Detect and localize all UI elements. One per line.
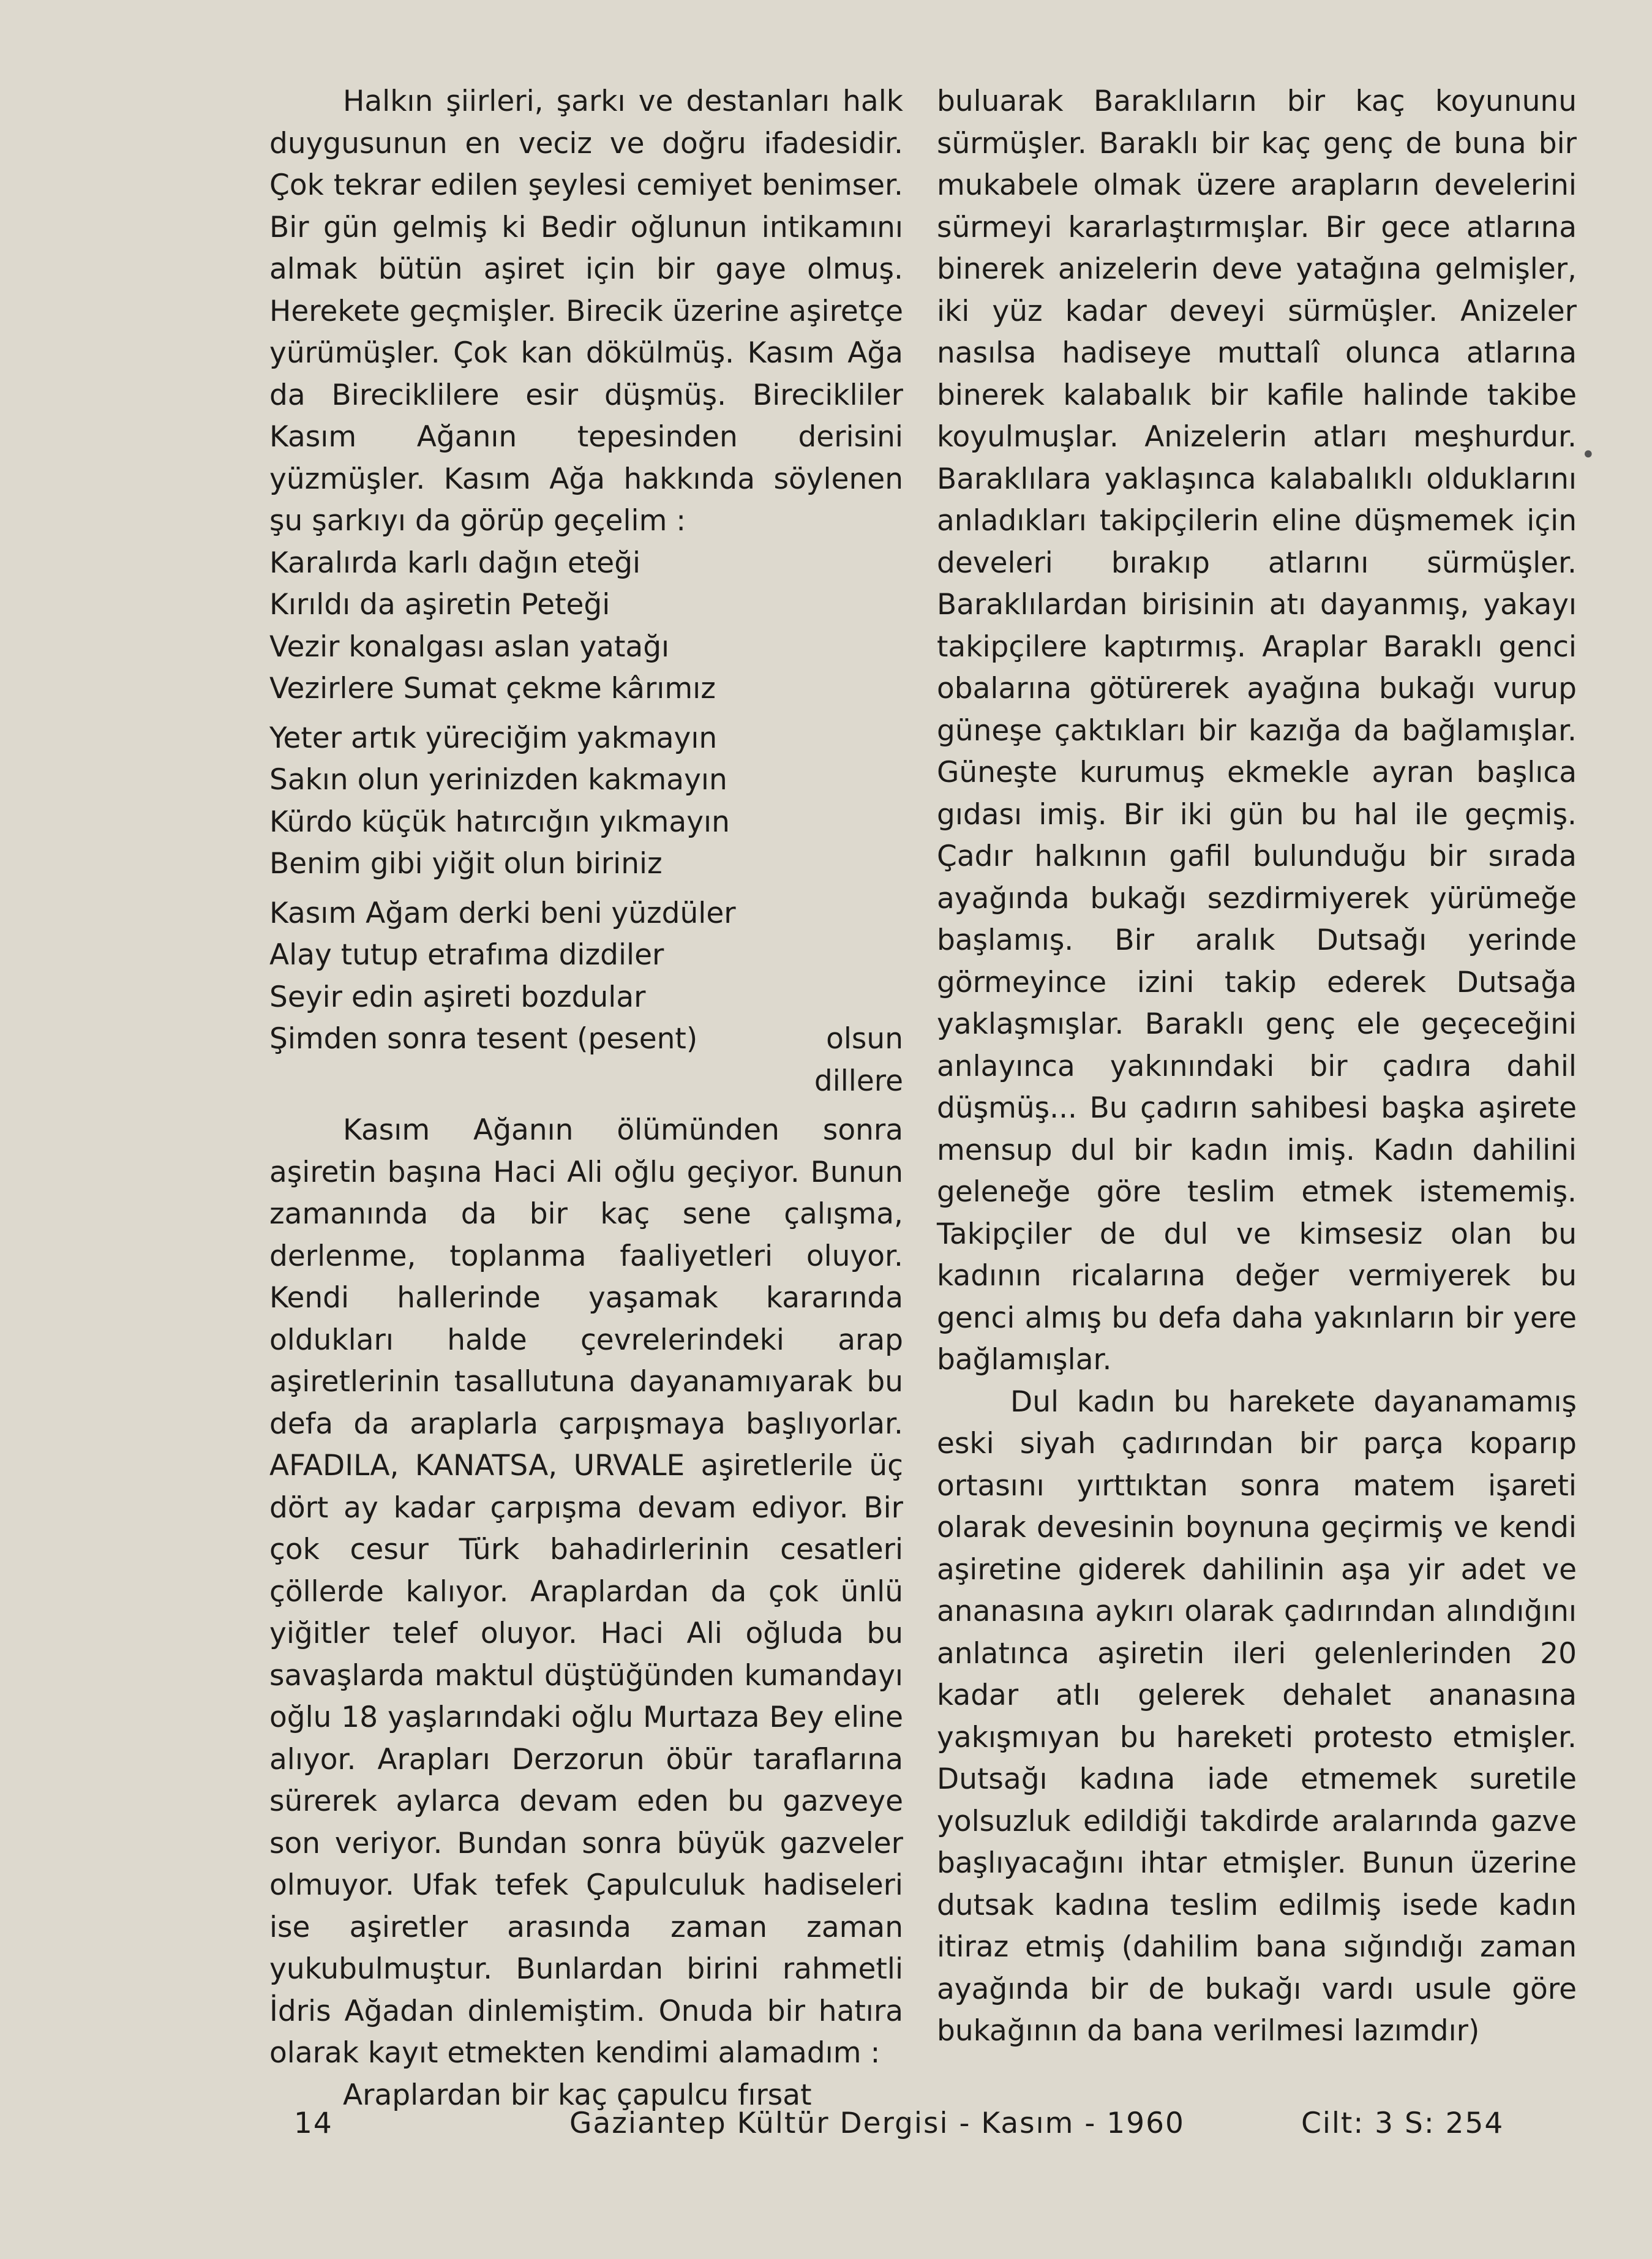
verse-last-line-a: Şimden sonra tesent (pesent) xyxy=(269,1022,698,1056)
margin-dot: • xyxy=(1581,441,1596,469)
intro-paragraph: Halkın şiirleri, şarkı ve destanları halk duygusunun en veciz ve doğru ifadesidir. Çok tekrar edilen şeylesi cemiyet benimser. Bir gün gelmiş ki Bedir oğlunun intikamını almak bütün aşiret için bir gaye olmuş. Herekete geçmişler. Birecik üzerine aşiretçe yürümüşler. Çok kan dökülmüş. Kasım Ağa da Bireciklilere esir düşmüş. Birecikliler Kasım Ağanın tepesinden derisini yüzmüşler. Kasım Ağa hakkında söylenen şu şarkıyı da görüp geçelim : xyxy=(269,85,903,538)
volume-issue: Cilt: 3 S: 254 xyxy=(1301,2107,1504,2140)
folk-song xyxy=(269,543,903,1103)
verse-line: Karalırda karlı dağın eteği xyxy=(269,546,641,580)
stanza-1 xyxy=(269,543,903,710)
verse-line: Vezir konalgası aslan yatağı xyxy=(269,630,670,664)
verse-last-line xyxy=(269,1018,903,1061)
verse-line: Kürdo küçük hatırcığın yıkmayın xyxy=(269,805,730,839)
journal-title: Gaziantep Kültür Dergisi - Kasım - 1960 xyxy=(569,2107,1185,2140)
paragraph-2: Kasım Ağanın ölümünden sonra aşiretin başına Haci Ali oğlu geçiyor. Bunun zamanında da bir kaç sene çalışma, derlenme, toplanma faaliyetleri oluyor. Kendi hallerinde yaşamak kararında oldukları halde çevrelerindeki arap aşiretlerinin tasallutuna dayanamıyarak bu defa da araplarla çarpışmaya başlıyorlar. AFADILA, KANATSA, URVALE aşiretlerile üç dört ay kadar çarpışma devam ediyor. Bir çok cesur Türk bahadirlerinin cesatleri çöllerde kalıyor. Araplardan da çok ünlü yiğitler telef oluyor. Haci Ali oğluda bu savaşlarda maktul düştüğünden kumandayı oğlu 18 yaşlarındaki oğlu Murtaza Bey eline alıyor. Arapları Derzorun öbür taraflarına sürerek aylarca devam eden bu gazveye son veriyor. Bundan sonra büyük gazveler olmuyor. Ufak tefek Çapulculuk hadiseleri ise aşiretler arasında zaman zaman yukubulmuştur. Bunlardan birini rahmetli İdris Ağadan dinlemiştim. Onuda bir hatıra olarak kayıt etmekten kendimi alamadım : xyxy=(269,1113,903,2070)
verse-line: Vezirlere Sumat çekme kârımız xyxy=(269,672,716,705)
verse-line: Benim gibi yiğit olun biriniz xyxy=(269,847,663,881)
stanza-3 xyxy=(269,893,903,1103)
right-paragraph-1: buluarak Baraklıların bir kaç koyununu sürmüşler. Baraklı bir kaç genç de buna bir mukabele olmak üzere arapların develerini sürmeyi kararlaştırmışlar. Bir gece atlarına binerek anizelerin deve yatağına gelmişler, iki yüz kadar deveyi sürmüşler. Anizeler nasılsa hadiseye muttalî olunca atlarına binerek kalabalık bir kafile halinde takibe koyulmuşlar. Anizelerin atları meşhurdur. Baraklılara yaklaşınca kalabalıklı olduklarını anladıkları takipçilerin eline düşmemek için develeri bırakıp atlarını sürmüşler. Baraklılardan birisinin atı dayanmış, yakayı takipçilere kaptırmış. Araplar Baraklı genci obalarına götürerek ayağına bukağı vurup güneşe çaktıkları bir kazığa da bağlamışlar. Güneşte kurumuş ekmekle ayran başlıca gıdası imiş. Bir iki gün bu hal ile geçmiş. Çadır halkının gafil bulunduğu bir sırada ayağında bukağı sezdirmiyerek yürümeğe başlamış. Bir aralık Dutsağı yerinde görmeyince izini takip ederek Dutsağa yaklaşmışlar. Baraklı genç ele geçeceğini anlayınca yakınındaki bir çadıra dahil düşmüş... Bu çadırın sahibesi başka aşirete mensup dul bir kadın imiş. Kadın dahilini geleneğe göre teslim etmek istememiş. Takipçiler de dul ve kimsesiz olan bu kadının ricalarına değer vermiyerek bu genci almış bu defa daha yakınların bir yere bağlamışlar. xyxy=(937,85,1577,1377)
verse-line: Kırıldı da aşiretin Peteği xyxy=(269,588,610,622)
verse-line: Sakın olun yerinizden kakmayın xyxy=(269,763,727,797)
verse-line: Yeter artık yüreciğim yakmayın xyxy=(269,721,718,755)
verse-line: Alay tutup etrafıma dizdiler xyxy=(269,938,664,972)
stanza-2 xyxy=(269,718,903,885)
left-column xyxy=(269,81,903,2116)
verse-line: Kasım Ağam derki beni yüzdüler xyxy=(269,896,736,930)
verse-line: Seyir edin aşireti bozdular xyxy=(269,980,646,1014)
page-footer xyxy=(282,2107,1531,2143)
right-column xyxy=(937,81,1577,2053)
paragraph-3: Araplardan bir kaç çapulcu fırsat xyxy=(343,2078,812,2112)
verse-last-line-b: olsun xyxy=(826,1022,903,1056)
page-number: 14 xyxy=(294,2107,333,2140)
right-paragraph-2: Dul kadın bu harekete dayanamamış eski siyah çadırından bir parça koparıp ortasını yırttıktan sonra matem işareti olarak devesinin boynuna geçirmiş ve kendi aşiretine giderek dahilinin aşa yir adet ve ananasına aykırı olarak çadırından alındığını anlatınca aşiretin ileri gelenlerinden 20 kadar atlı gelerek dehalet ananasına yakışmıyan bu hareketi protesto etmişler. Dutsağı kadına iade etmemek suretile yolsuzluk edildiği takdirde aralarında gazve başlıyacağını ihtar etmişler. Bunun üzerine dutsak kadına teslim edilmiş isede kadın itiraz etmiş (dahilim bana sığındığı zaman ayağında bir de bukağı vardı usule göre bukağının da bana verilmesi lazımdır) xyxy=(937,1385,1577,2048)
verse-last-line-tail: dillere xyxy=(814,1064,903,1098)
